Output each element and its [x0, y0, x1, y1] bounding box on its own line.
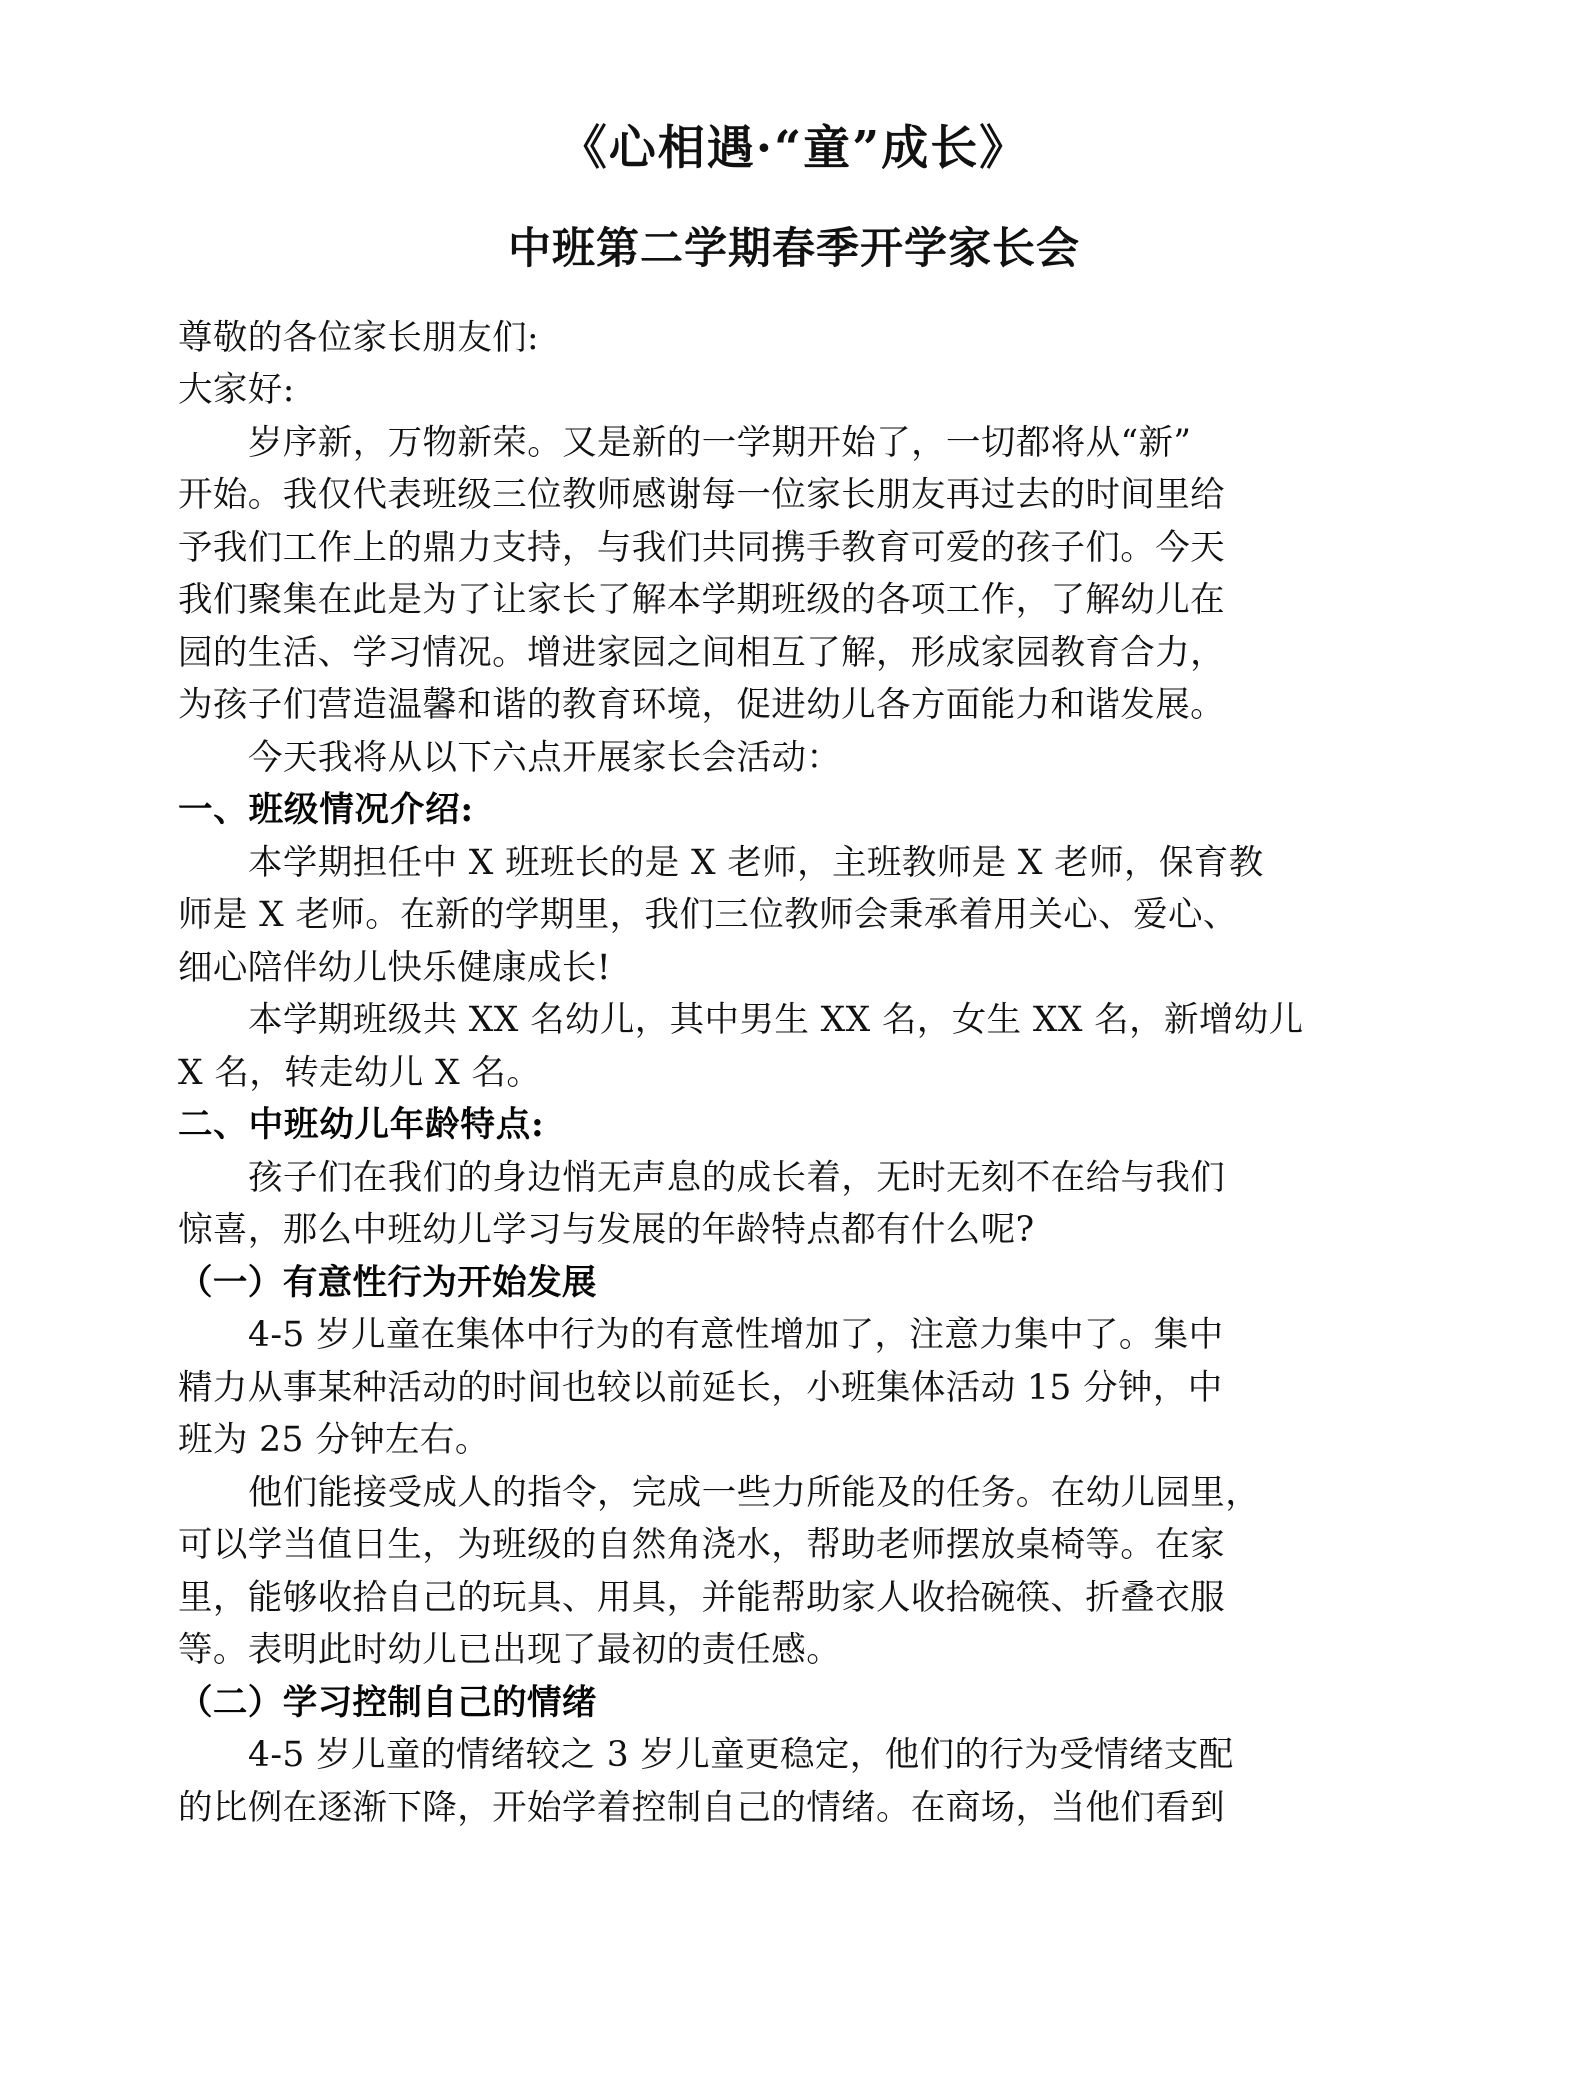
intro-line-5: 园的生活、学习情况。增进家园之间相互了解，形成家园教育合力， — [178, 632, 1225, 673]
tasks-line-1: 他们能接受成人的指令，完成一些力所能及的任务。在幼儿园里， — [248, 1472, 1261, 1513]
salutation-line-2: 大家好: — [178, 370, 295, 411]
agenda-line-1: 今天我将从以下六点开展家长会活动： — [248, 737, 842, 778]
enrollment-line-2: X 名，转走幼儿 X 名。 — [178, 1052, 542, 1093]
subsection-heading-2: （二）学习控制自己的情绪 — [178, 1682, 597, 1723]
intentional-line-2: 精力从事某种活动的时间也较以前延长，小班集体活动 15 分钟，中 — [178, 1367, 1223, 1408]
emotion-line-2: 的比例在逐渐下降，开始学着控制自己的情绪。在商场，当他们看到 — [178, 1787, 1225, 1828]
subsection-heading-1: （一）有意性行为开始发展 — [178, 1262, 597, 1303]
teachers-line-3: 细心陪伴幼儿快乐健康成长! — [178, 947, 612, 988]
section-heading-2: 二、中班幼儿年龄特点: — [178, 1105, 545, 1146]
page-subtitle: 中班第二学期春季开学家长会 — [508, 224, 1080, 275]
document-body — [178, 312, 1410, 1835]
document-content — [178, 104, 1410, 1834]
tasks-line-4: 等。表明此时幼儿已出现了最初的责任感。 — [178, 1630, 842, 1671]
teachers-line-1: 本学期担任中 X 班班长的是 X 老师，主班教师是 X 老师，保育教 — [248, 842, 1264, 883]
growth-line-1: 孩子们在我们的身边悄无声息的成长着，无时无刻不在给与我们 — [248, 1157, 1226, 1198]
salutation-line-1: 尊敬的各位家长朋友们: — [178, 317, 540, 358]
enrollment-line-1: 本学期班级共 XX 名幼儿，其中男生 XX 名，女生 XX 名，新增幼儿 — [248, 1000, 1304, 1041]
intentional-line-3: 班为 25 分钟左右。 — [178, 1420, 490, 1461]
growth-line-2: 惊喜，那么中班幼儿学习与发展的年龄特点都有什么呢? — [178, 1210, 1035, 1251]
intro-line-2: 开始。我仅代表班级三位教师感谢每一位家长朋友再过去的时间里给 — [178, 475, 1225, 516]
intro-line-1: 岁序新，万物新荣。又是新的一学期开始了，一切都将从“新” — [248, 422, 1192, 463]
page-title: 《心相遇·“童”成长》 — [559, 121, 1029, 176]
intro-line-6: 为孩子们营造温馨和谐的教育环境，促进幼儿各方面能力和谐发展。 — [178, 685, 1225, 726]
intentional-line-1: 4-5 岁儿童在集体中行为的有意性增加了，注意力集中了。集中 — [248, 1315, 1224, 1356]
tasks-line-2: 可以学当值日生，为班级的自然角浇水，帮助老师摆放桌椅等。在家 — [178, 1525, 1225, 1566]
intro-line-4: 我们聚集在此是为了让家长了解本学期班级的各项工作，了解幼儿在 — [178, 580, 1225, 621]
teachers-line-2: 师是 X 老师。在新的学期里，我们三位教师会秉承着用关心、爱心、 — [178, 895, 1238, 936]
emotion-line-1: 4-5 岁儿童的情绪较之 3 岁儿童更稳定，他们的行为受情绪支配 — [248, 1735, 1234, 1776]
section-heading-1: 一、班级情况介绍: — [178, 790, 474, 831]
intro-line-3: 予我们工作上的鼎力支持，与我们共同携手教育可爱的孩子们。今天 — [178, 527, 1225, 568]
tasks-line-3: 里，能够收拾自己的玩具、用具，并能帮助家人收拾碗筷、折叠衣服 — [178, 1577, 1225, 1618]
